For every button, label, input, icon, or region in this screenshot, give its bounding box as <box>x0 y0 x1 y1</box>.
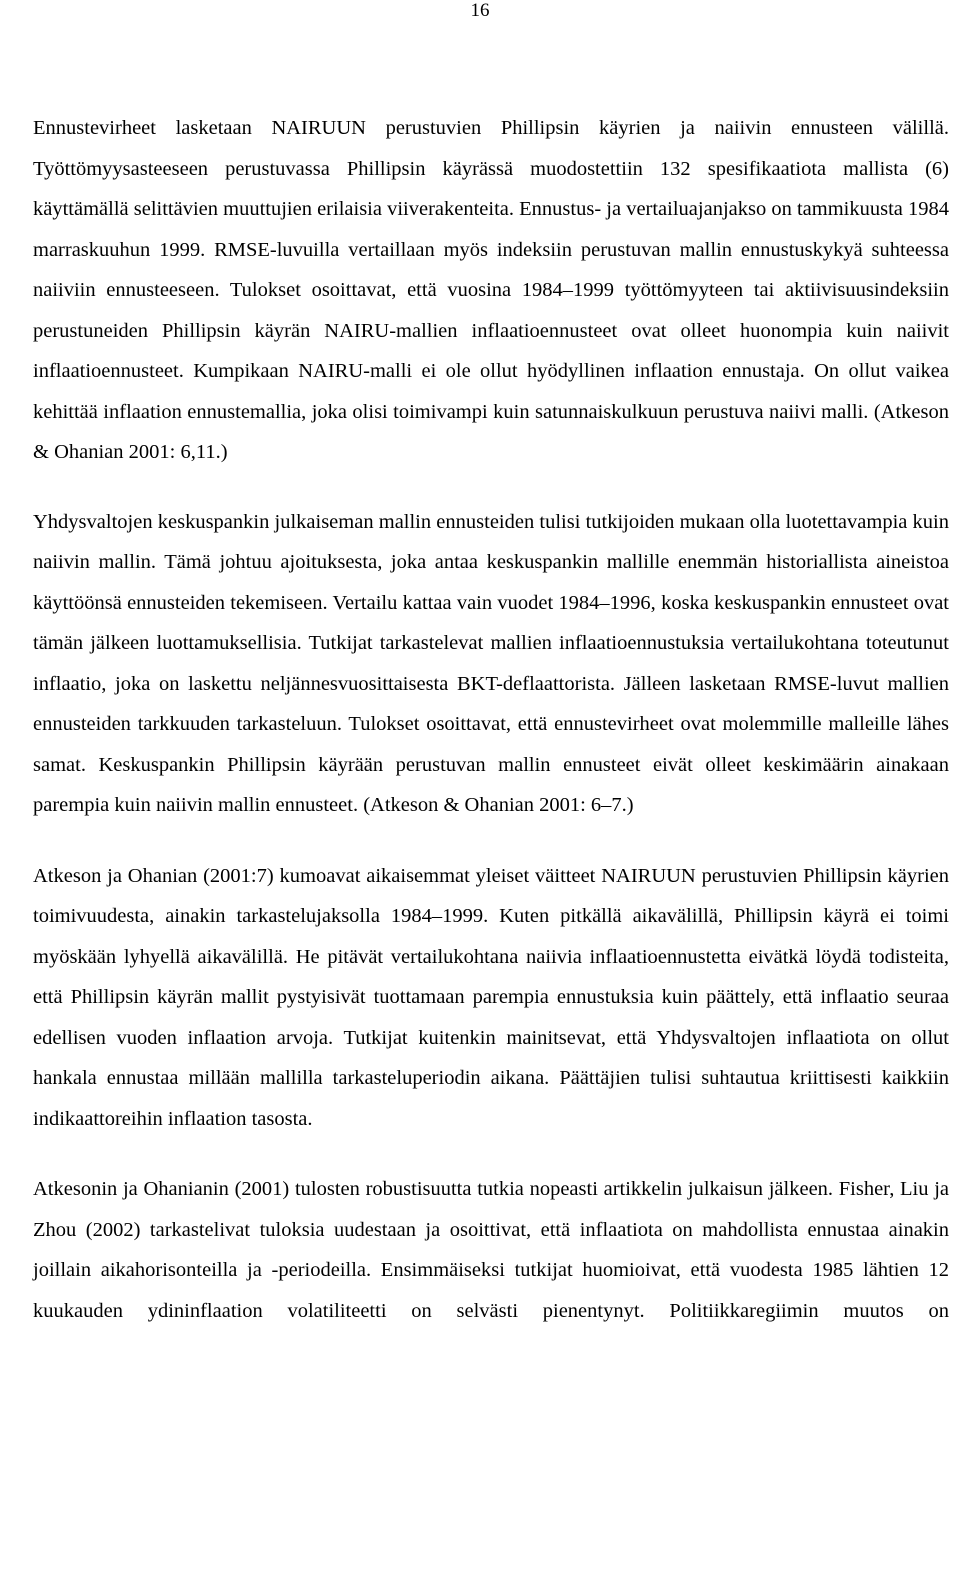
paragraph-1: Ennustevirheet lasketaan NAIRUUN perustuvien Phillipsin käyrien ja naiivin ennusteen välillä. Työttömyysasteeseen perustuvassa Phillipsin käyrässä muodostettiin 132 spesifikaatiota mallista (6) käyttämällä selittävien muuttujien erilaisia viiverakenteita. Ennustus- ja vertailuajanjakso on tammikuusta 1984 marraskuuhun 1999. RMSE-luvuilla vertaillaan myös indeksiin perustuvan mallin ennustuskykyä suhteessa naiiviin ennusteeseen. Tulokset osoittavat, että vuosina 1984–1999 työttömyyteen tai aktiivisuusindeksiin perustuneiden Phillipsin käyrän NAIRU-mallien inflaatioennusteet ovat olleet huonompia kuin naiivit inflaatioennusteet. Kumpikaan NAIRU-malli ei ole ollut hyödyllinen inflaation ennustaja. On ollut vaikea kehittää inflaation ennustemallia, joka olisi toimivampi kuin satunnaiskulkuun perustuva naiivi malli. (Atkeson & Ohanian 2001: 6,11.) <box>33 117 949 463</box>
document-body <box>33 108 949 1331</box>
paragraph-3: Atkeson ja Ohanian (2001:7) kumoavat aikaisemmat yleiset väitteet NAIRUUN perustuvien Phillipsin käyrien toimivuudesta, ainakin tarkastelujaksolla 1984–1999. Kuten pitkällä aikavälillä, Phillipsin käyrä ei toimi myöskään lyhyellä aikavälillä. He pitävät vertailukohtana naiivia inflaatioennustetta eivätkä löydä todisteita, että Phillipsin käyrän mallit pystyisivät tuottamaan parempia ennustuksia kuin päättely, että inflaatio seuraa edellisen vuoden inflaation arvoja. Tutkijat kuitenkin mainitsevat, että Yhdysvaltojen inflaatiota on ollut hankala ennustaa millään mallilla tarkasteluperiodin aikana. Päättäjien tulisi suhtautua kriittisesti kaikkiin indikaattoreihin inflaation tasosta. <box>33 864 949 1130</box>
paragraph-4: Atkesonin ja Ohanianin (2001) tulosten robustisuutta tutkia nopeasti artikkelin julkaisun jälkeen. Fisher, Liu ja Zhou (2002) tarkastelivat tuloksia uudestaan ja osoittivat, että inflaatiota on mahdollista ennustaa ainakin joillain aikahorisonteilla ja -periodeilla. Ensimmäiseksi tutkijat huomioivat, että vuodesta 1985 lähtien 12 kuukauden ydininflaation volatiliteetti on selvästi pienentynyt. Politiikkaregiimin muutos on <box>33 1178 949 1322</box>
paragraph-2: Yhdysvaltojen keskuspankin julkaiseman mallin ennusteiden tulisi tutkijoiden mukaan olla luotettavampia kuin naiivin mallin. Tämä johtuu ajoituksesta, joka antaa keskuspankin mallille enemmän historiallista aineistoa käyttöönsä ennusteiden tekemiseen. Vertailu kattaa vain vuodet 1984–1996, koska keskuspankin ennusteet ovat tämän jälkeen luottamuksellisia. Tutkijat tarkastelevat mallien inflaatioennustuksia vertailukohtana toteutunut inflaatio, joka on laskettu neljännesvuosittaisesta BKT-deflaattorista. Jälleen lasketaan RMSE-luvut mallien ennusteiden tarkkuuden tarkasteluun. Tulokset osoittavat, että ennustevirheet ovat molemmille malleille lähes samat. Keskuspankin Phillipsin käyrään perustuvan mallin ennusteet eivät olleet keskimäärin ainakaan parempia kuin naiivin mallin ennusteet. (Atkeson & Ohanian 2001: 6–7.) <box>33 510 949 816</box>
page-number: 16 <box>470 0 490 21</box>
